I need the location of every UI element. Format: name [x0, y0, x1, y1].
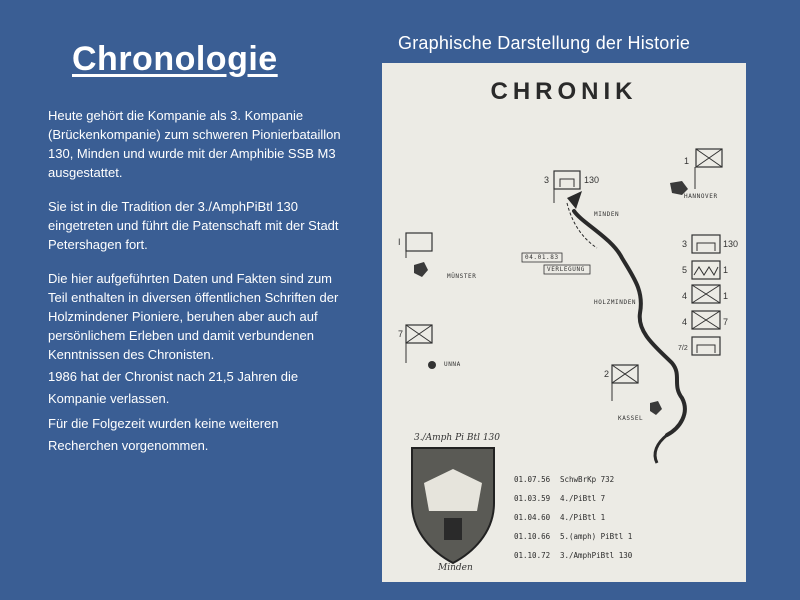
relocation-box: VERLEGUNG: [547, 266, 585, 273]
timeline-row: [514, 513, 632, 532]
slide-title: Chronologie: [72, 40, 278, 78]
timeline-date: 01.03.59: [514, 494, 551, 503]
unit-number-minden-left: 3: [544, 175, 550, 185]
unit-number-west: I: [398, 237, 401, 247]
text-column: [48, 106, 348, 460]
unit-number-stack-3: 4: [682, 291, 688, 301]
paragraph-tradition: Sie ist in die Tradition der 3./AmphPiBtl 130 eingetreten und führt die Patenschaft mit der Stadt Petershagen fort.: [48, 199, 339, 252]
timeline-unit: 4./PiBtl 7: [560, 494, 606, 503]
timeline-date: 01.10.66: [514, 532, 551, 541]
timeline-row: [514, 532, 632, 551]
unit-number-stack-2-right: 1: [723, 265, 729, 275]
chronik-heading: CHRONIK: [490, 78, 638, 105]
road-label: 7/2: [678, 345, 688, 352]
timeline-date: 01.04.60: [514, 513, 551, 522]
timeline-unit: 5.(amph) PiBtl 1: [560, 532, 633, 541]
unit-number-unna: 7: [398, 329, 404, 339]
timeline-list: [514, 475, 632, 570]
timeline-unit: 4./PiBtl 1: [560, 513, 606, 522]
unit-number-stack-1-right: 130: [723, 239, 739, 249]
unit-number-stack-3-right: 1: [723, 291, 729, 301]
slide-subtitle: Graphische Darstellung der Historie: [398, 33, 691, 53]
timeline-date: 01.10.72: [514, 551, 551, 560]
unit-number-stack-4: 4: [682, 317, 688, 327]
unit-number-stack-4-right: 7: [723, 317, 729, 327]
unit-number-stack-1: 3: [682, 239, 688, 249]
place-minden: MINDEN: [594, 211, 620, 218]
place-holzminden: HOLZMINDEN: [594, 299, 637, 306]
paragraph-current-status: Heute gehört die Kompanie als 3. Kompanie (Brückenkompanie) zum schweren Pionierbataillon 130, Minden und wurde mit der Amphibie SSB M3 ausgestattet.: [48, 108, 341, 180]
unit-number-stack-2: 5: [682, 265, 688, 275]
unit-number-kassel: 2: [604, 369, 610, 379]
shield-bottom-text: Minden: [438, 563, 473, 573]
paragraph-sources: Die hier aufgeführten Daten und Fakten sind zum Teil enthalten in diversen öffentlichen Schriften der Holzmindener Pioniere, beruhen aber auch auf persönlichem Erleben und damit verbundenen Kenntnissen des Chronisten.: [48, 271, 339, 362]
timeline-row: [514, 551, 632, 570]
paragraph-chronist-left: 1986 hat der Chronist nach 21,5 Jahren die Kompanie verlassen.: [48, 369, 299, 406]
timeline-unit: 3./AmphPiBtl 130: [560, 551, 633, 560]
unit-number-top-right: 1: [684, 156, 690, 166]
unit-number-minden-right: 130: [584, 175, 600, 185]
timeline-date: 01.07.56: [514, 475, 551, 484]
place-muenster: MÜNSTER: [447, 273, 477, 280]
timeline-unit: SchwBrKp 732: [560, 475, 615, 484]
place-hannover: HANNOVER: [684, 193, 718, 200]
date-box: 04.01.83: [525, 254, 559, 261]
paragraph-no-research: Für die Folgezeit wurden keine weiteren Recherchen vorgenommen.: [48, 416, 279, 453]
place-kassel: KASSEL: [618, 415, 644, 422]
shield-top-text: 3./Amph Pi Btl 130: [414, 433, 501, 443]
place-unna: UNNA: [444, 361, 461, 368]
chronik-photo: [382, 63, 746, 582]
timeline-row: [514, 475, 632, 494]
timeline-row: [514, 494, 632, 513]
